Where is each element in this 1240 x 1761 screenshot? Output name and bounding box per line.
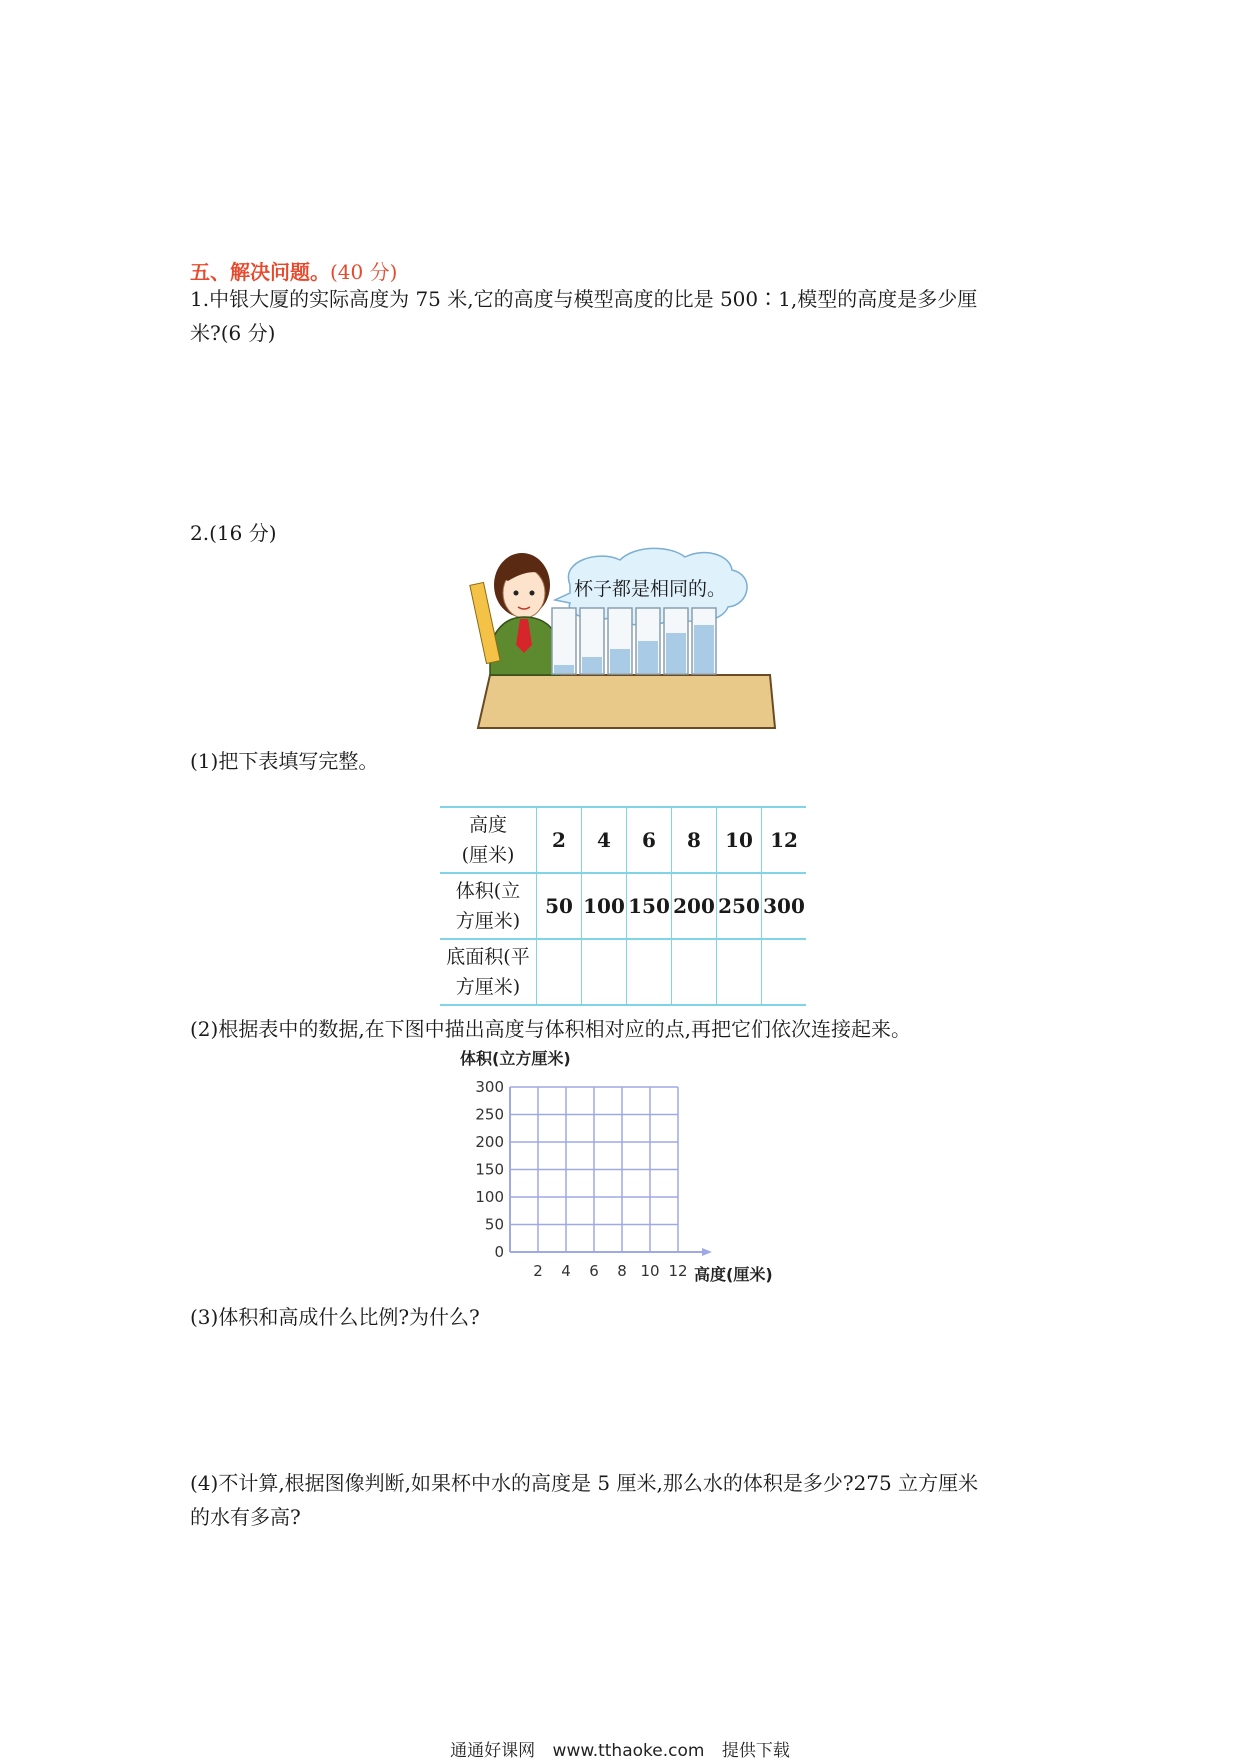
table-cell: 6 [627, 807, 672, 873]
x-tick-label: 8 [617, 1262, 627, 1280]
x-tick-label: 6 [589, 1262, 599, 1280]
volume-height-chart [440, 1042, 810, 1292]
x-axis-arrow [702, 1248, 712, 1256]
footer-url[interactable]: www.tthaoke.com [552, 1741, 705, 1761]
question-2-title: 2.(16 分) [190, 521, 277, 545]
table-cell[interactable] [582, 939, 627, 1005]
question-1 [190, 282, 1070, 350]
table-cell: 50 [537, 873, 582, 939]
table-row-label-line: 方厘米) [455, 976, 521, 998]
table-cell: 12 [762, 807, 807, 873]
question-1-line-1: 1.中银大厦的实际高度为 75 米,它的高度与模型高度的比是 500∶1,模型的高度是多少厘 [190, 287, 978, 311]
table-cell: 300 [762, 873, 807, 939]
table-row-label [440, 873, 537, 939]
table-cell: 100 [582, 873, 627, 939]
cup-water [666, 633, 686, 673]
section-title [190, 256, 397, 285]
data-table [440, 806, 806, 1006]
cup-water [610, 649, 630, 673]
question-2-4-line-1: (4)不计算,根据图像判断,如果杯中水的高度是 5 厘米,那么水的体积是多少?275 立方厘米 [190, 1471, 979, 1495]
cup-water [582, 657, 602, 673]
cup [552, 608, 576, 674]
table-cell[interactable] [537, 939, 582, 1005]
x-tick-label: 12 [668, 1262, 688, 1280]
y-tick-label: 300 [475, 1078, 504, 1096]
table-cell: 4 [582, 807, 627, 873]
speech-bubble-text: 杯子都是相同的。 [573, 578, 727, 600]
table-cell: 2 [537, 807, 582, 873]
cup-water [554, 665, 574, 673]
table-cell: 10 [717, 807, 762, 873]
question-2-4-line-2: 的水有多高? [190, 1505, 301, 1529]
y-axis-title: 体积(立方厘米) [460, 1049, 571, 1068]
footer-suffix: 提供下载 [721, 1741, 790, 1761]
y-tick-label: 0 [494, 1243, 504, 1261]
table-row-label-line: (厘米) [461, 844, 515, 866]
question-2-2: (2)根据表中的数据,在下图中描出高度与体积相对应的点,再把它们依次连接起来。 [190, 1017, 912, 1041]
table-row [440, 873, 806, 939]
table-row-label-line: 方厘米) [455, 910, 521, 932]
table-row-label-line: 高度 [468, 814, 507, 836]
table-cell: 200 [672, 873, 717, 939]
section-title-text: 五、解决问题。 [190, 260, 330, 284]
table-row [440, 939, 806, 1005]
footer [0, 1736, 1240, 1761]
footer-site-name: 通通好课网 [450, 1741, 536, 1761]
table-row-label-line: 体积(立 [455, 880, 521, 902]
table-row [440, 807, 806, 873]
girl-with-cups-illustration [460, 545, 790, 730]
table-cell[interactable] [717, 939, 762, 1005]
question-1-line-2: 米?(6 分) [190, 321, 276, 345]
table-cell[interactable] [762, 939, 807, 1005]
cup-water [638, 641, 658, 673]
table-cell: 8 [672, 807, 717, 873]
y-tick-label: 200 [475, 1133, 504, 1151]
table-cell: 250 [717, 873, 762, 939]
x-axis-title: 高度(厘米) [694, 1265, 773, 1284]
x-tick-label: 4 [561, 1262, 571, 1280]
x-tick-label: 10 [640, 1262, 660, 1280]
table-top-shape [478, 675, 775, 728]
x-tick-label: 2 [533, 1262, 543, 1280]
table-cell[interactable] [672, 939, 717, 1005]
cup-water [694, 625, 714, 673]
table-row-label-line: 底面积(平 [446, 946, 530, 968]
question-2-4 [190, 1466, 1070, 1534]
section-score: (40 分) [330, 260, 398, 284]
table-row-label [440, 939, 537, 1005]
question-2-1: (1)把下表填写完整。 [190, 749, 379, 773]
y-tick-label: 150 [475, 1160, 504, 1179]
table-cell[interactable] [627, 939, 672, 1005]
y-tick-label: 50 [484, 1215, 504, 1234]
question-2-3: (3)体积和高成什么比例?为什么? [190, 1305, 480, 1329]
table-cell: 150 [627, 873, 672, 939]
table-row-label [440, 807, 537, 873]
y-tick-label: 250 [475, 1105, 504, 1124]
y-tick-label: 100 [475, 1188, 504, 1206]
